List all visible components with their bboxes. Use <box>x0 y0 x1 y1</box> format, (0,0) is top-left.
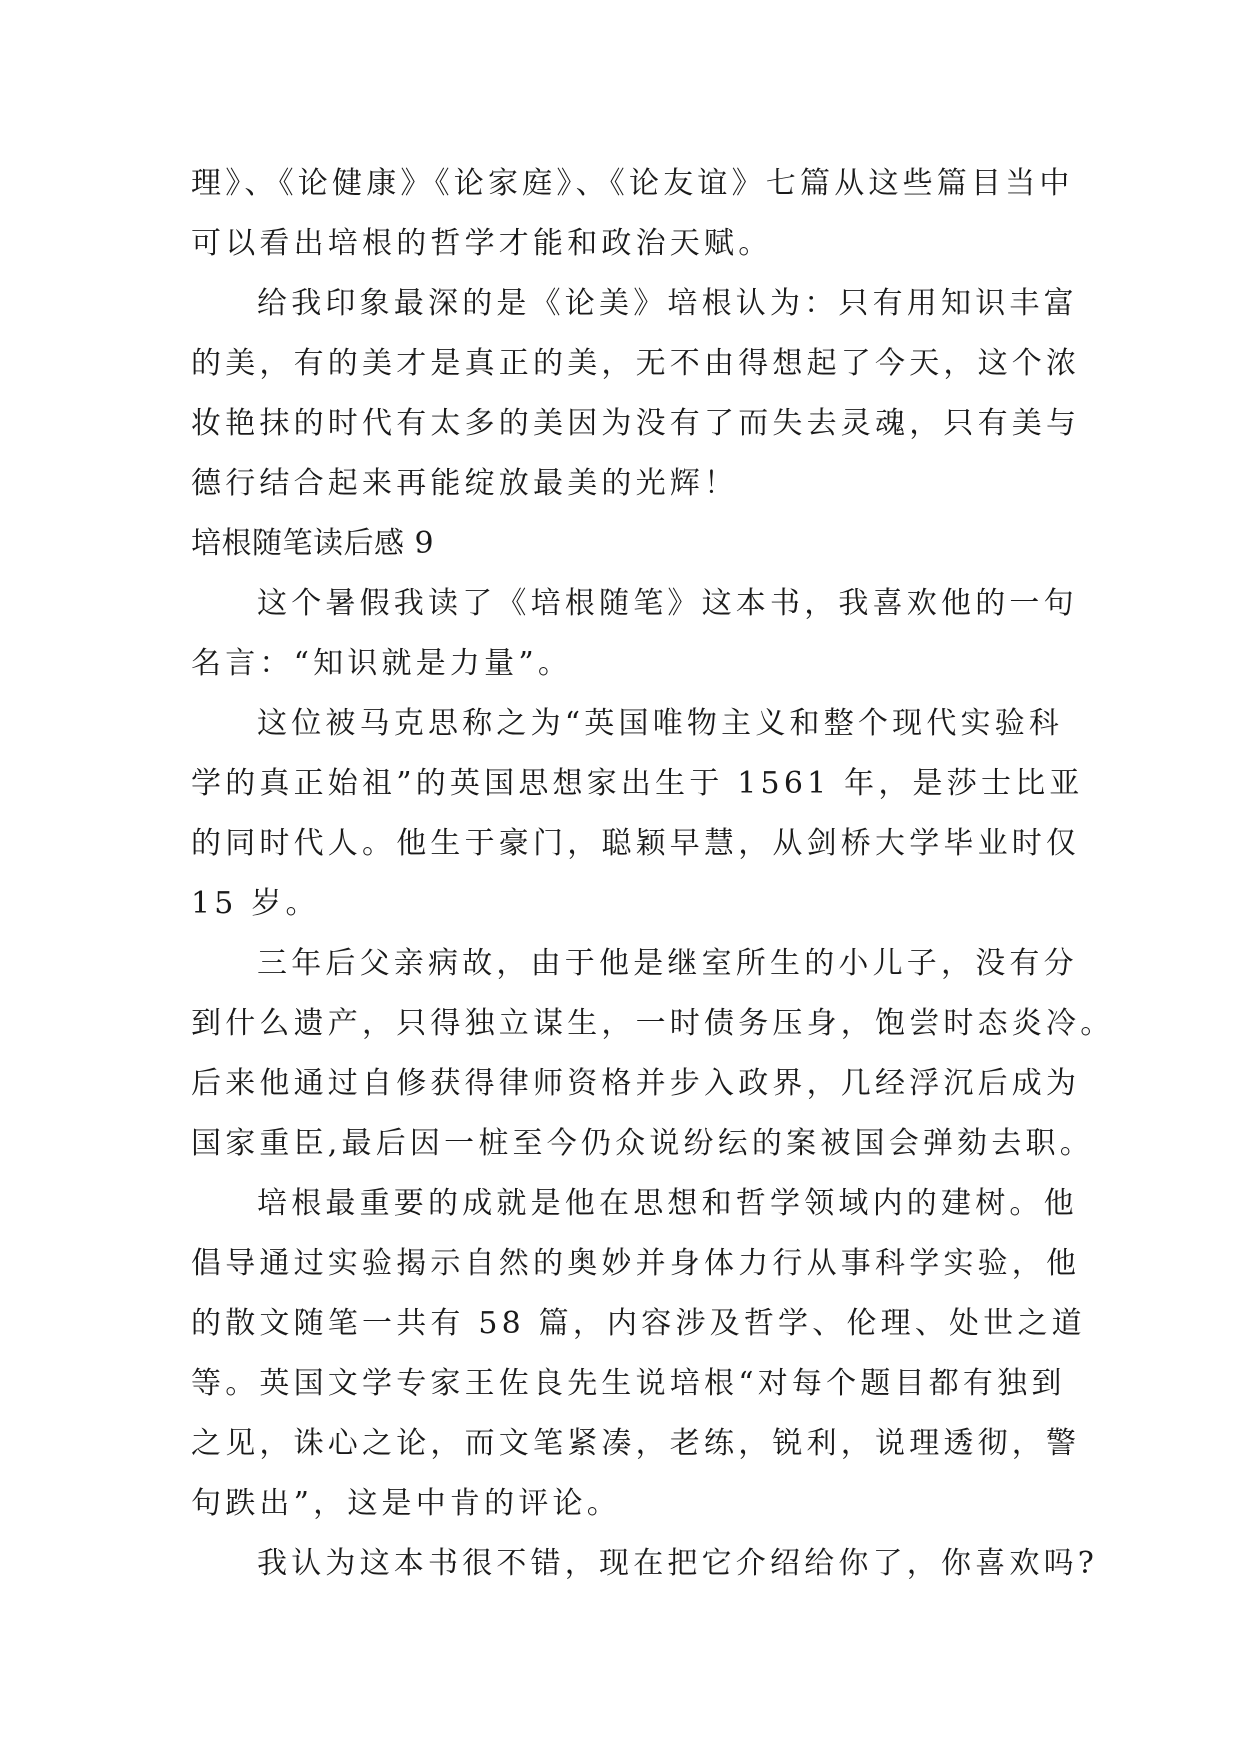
text-line: 德行结合起来再能绽放最美的光辉！ <box>191 466 739 501</box>
text-line: 后来他通过自修获得律师资格并步入政界，几经浮沉后成为 <box>191 1066 1081 1101</box>
paragraph-start: 我认为这本书很不错，现在把它介绍给你了，你喜欢吗? <box>257 1546 1099 1581</box>
text-line: 到什么遗产，只得独立谋生，一时债务压身，饱尝时态炎冷。 <box>191 1006 1115 1041</box>
paragraph-start: 给我印象最深的是《论美》培根认为：只有用知识丰富 <box>257 286 1078 321</box>
document-body <box>191 154 1115 1594</box>
text-line: 等。英国文学专家王佐良先生说培根“对每个题目都有独到 <box>191 1366 1066 1401</box>
text-line: 之见，诛心之论，而文笔紧凑，老练，锐利，说理透彻，警 <box>191 1426 1081 1461</box>
text-line: 的美，有的美才是真正的美，无不由得想起了今天，这个浓 <box>191 346 1081 381</box>
text-line: 的同时代人。他生于豪门，聪颖早慧，从剑桥大学毕业时仅 <box>191 826 1081 861</box>
text-line: 的散文随笔一共有 58 篇，内容涉及哲学、伦理、处世之道 <box>191 1306 1086 1341</box>
text-line: 妆艳抹的时代有太多的美因为没有了而失去灵魂，只有美与 <box>191 406 1081 441</box>
text-line: 可以看出培根的哲学才能和政治天赋。 <box>191 226 773 261</box>
paragraph-start: 培根最重要的成就是他在思想和哲学领域内的建树。他 <box>257 1186 1078 1221</box>
text-line: 学的真正始祖”的英国思想家出生于 1561 年，是莎士比亚 <box>191 766 1084 801</box>
text-line: 15 岁。 <box>191 886 320 921</box>
text-line: 理》、《论健康》《论家庭》、《论友谊》七篇从这些篇目当中 <box>191 166 1074 201</box>
section-heading: 培根随笔读后感 9 <box>191 526 435 561</box>
paragraph-start: 这位被马克思称之为“英国唯物主义和整个现代实验科 <box>257 706 1064 741</box>
text-line: 名言：“知识就是力量”。 <box>191 646 573 681</box>
text-line: 句跌出”，这是中肯的评论。 <box>191 1486 621 1521</box>
text-line: 国家重臣,最后因一桩至今仍众说纷纭的案被国会弹劾去职。 <box>191 1126 1094 1161</box>
text-line: 倡导通过实验揭示自然的奥妙并身体力行从事科学实验，他 <box>191 1246 1081 1281</box>
paragraph-start: 这个暑假我读了《培根随笔》这本书，我喜欢他的一句 <box>257 586 1078 621</box>
paragraph-start: 三年后父亲病故，由于他是继室所生的小儿子，没有分 <box>257 946 1078 981</box>
